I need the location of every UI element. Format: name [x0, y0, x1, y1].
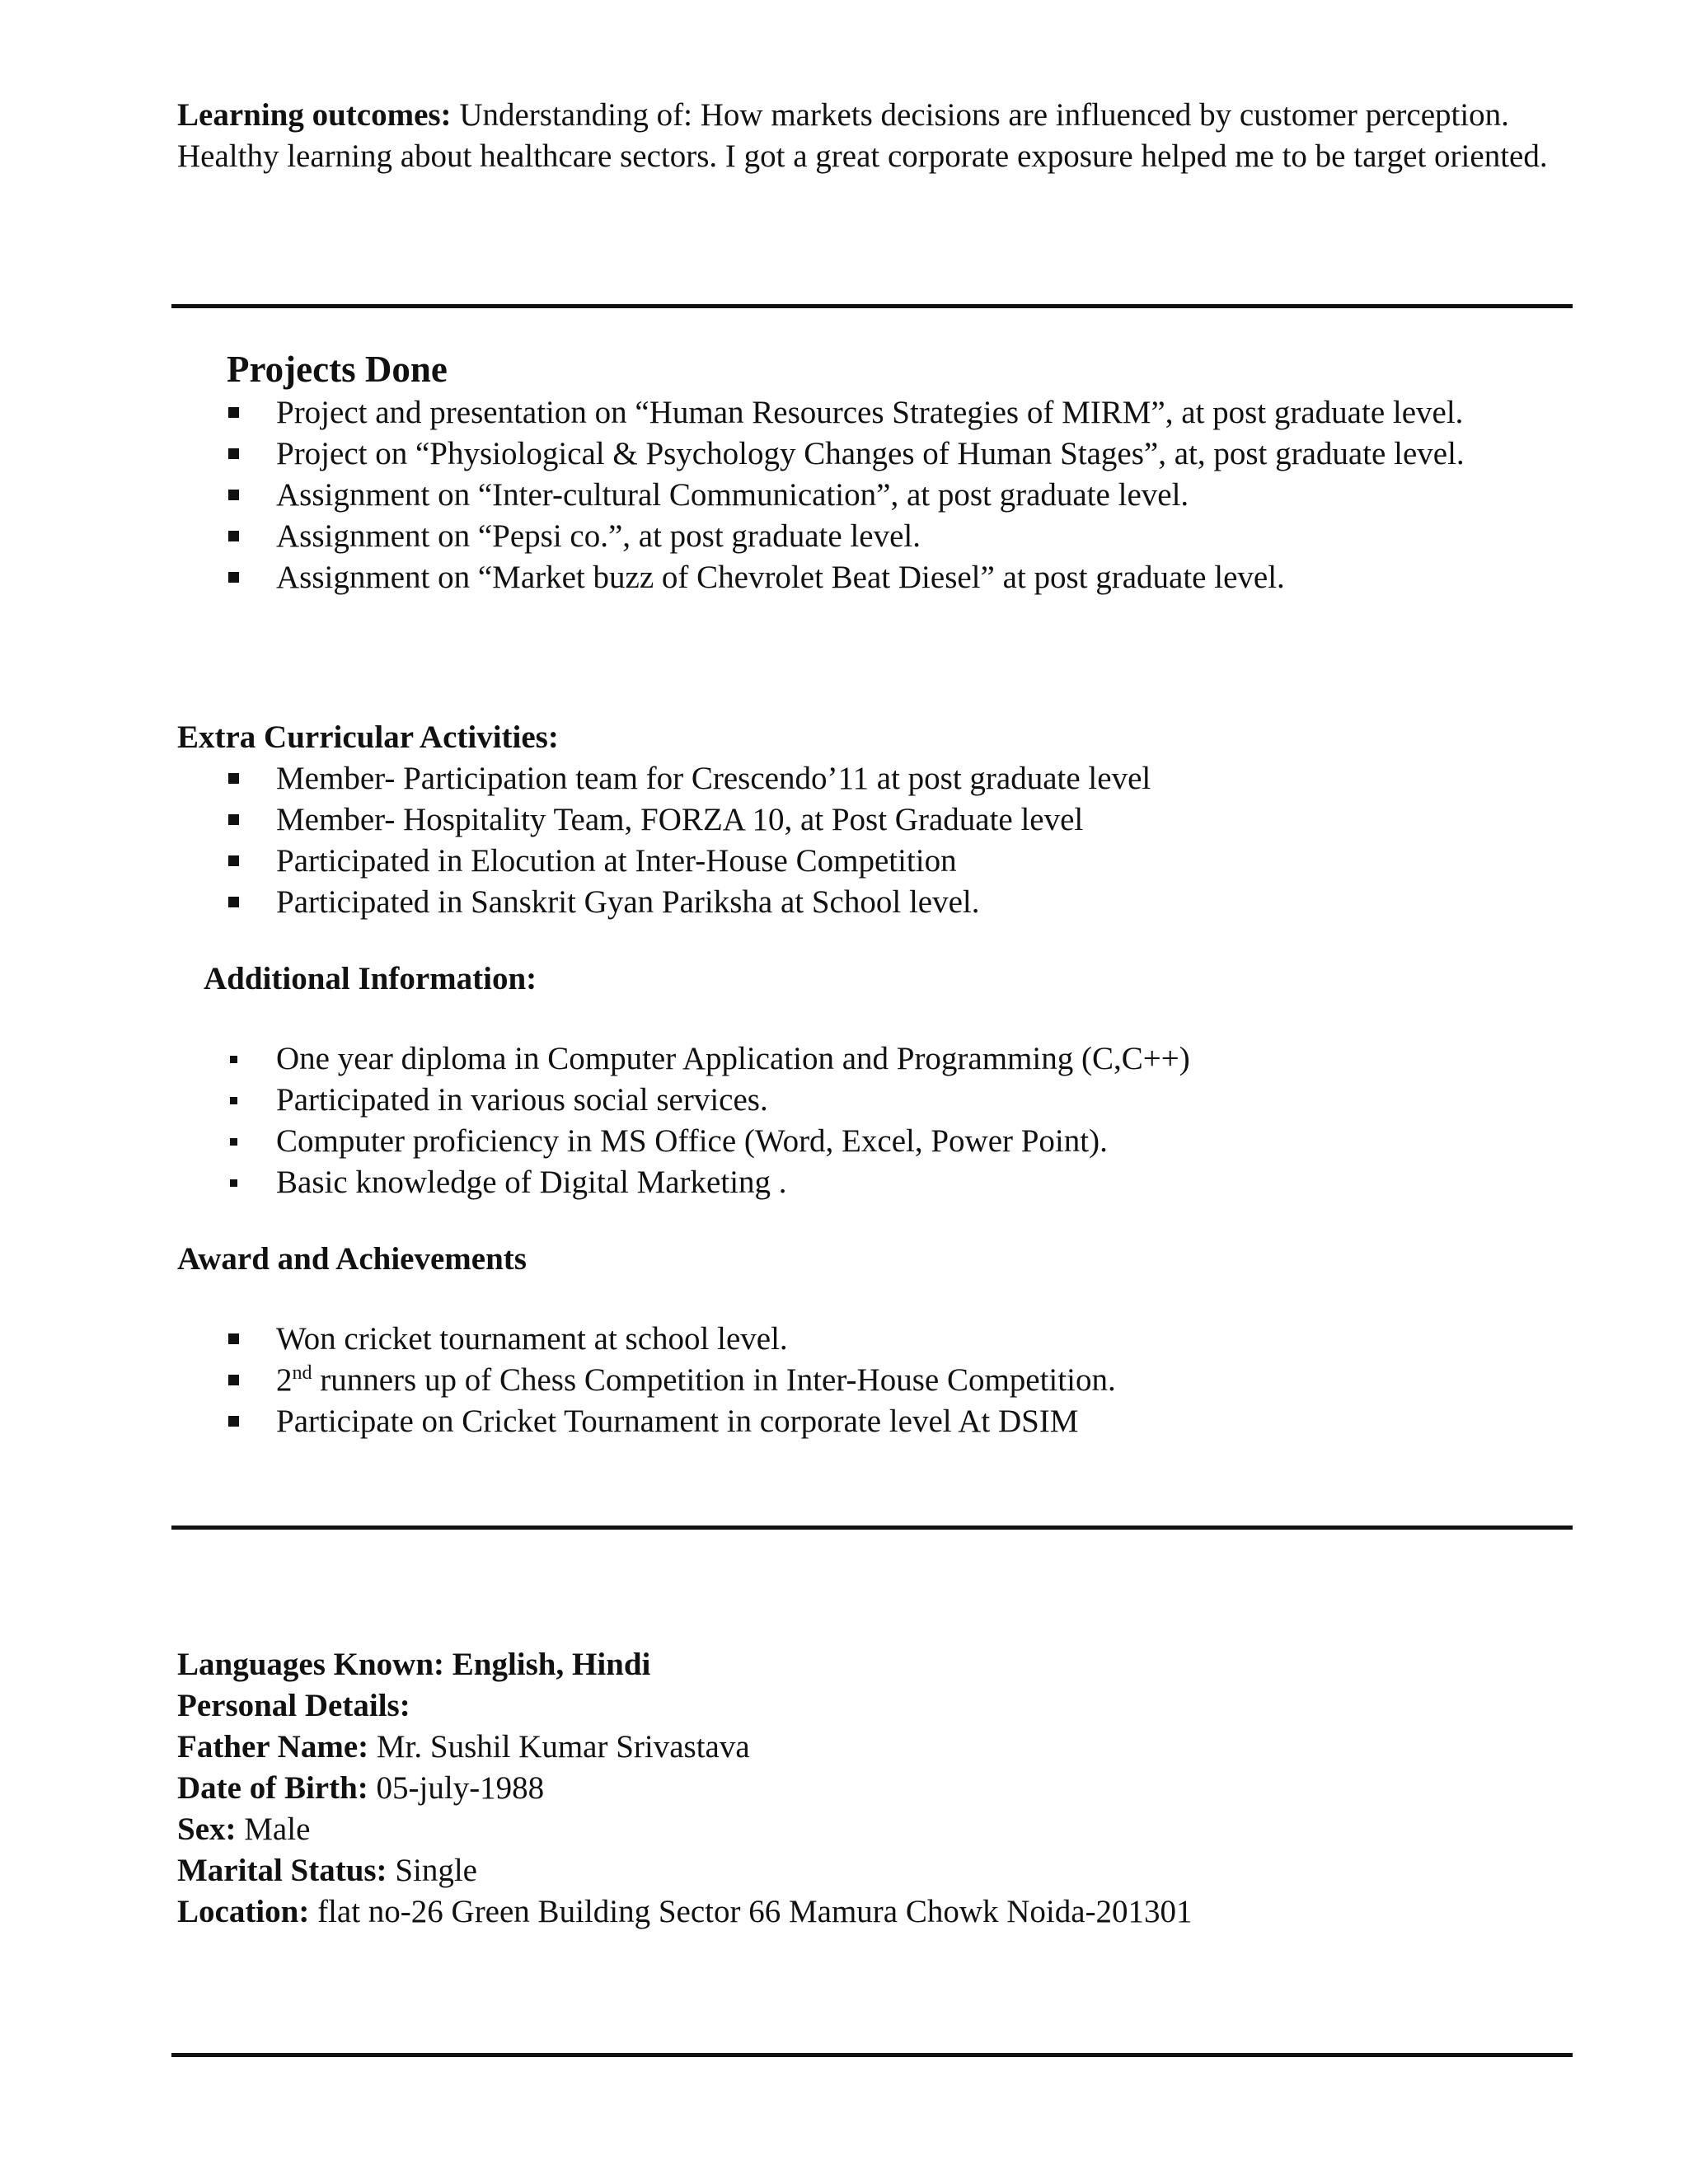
list-item: Participate on Cricket Tournament in corporate level At DSIM [177, 1401, 1562, 1442]
bullet-icon [228, 1375, 239, 1385]
extra-curricular-section [177, 717, 1562, 923]
languages-line: Languages Known: English, Hindi [177, 1647, 651, 1682]
bullet-icon [228, 1416, 239, 1427]
projects-section [177, 346, 1562, 598]
personal-details-section [177, 1644, 1562, 1933]
list-item: Member- Hospitality Team, FORZA 10, at Post Graduate level [177, 799, 1562, 841]
list-item: Computer proficiency in MS Office (Word, Excel, Power Point). [177, 1121, 1562, 1162]
list-item: One year diploma in Computer Application and Programming (C,C++) [177, 1038, 1562, 1080]
list-item: Participated in Sanskrit Gyan Pariksha at School level. [177, 882, 1562, 923]
learning-outcomes [177, 95, 1562, 177]
awards-title: Award and Achievements [177, 1241, 527, 1277]
list-item: Participated in Elocution at Inter-House Competition [177, 841, 1562, 882]
list-item: Won cricket tournament at school level. [177, 1319, 1562, 1360]
bullet-icon [228, 855, 239, 866]
learning-outcomes-text: Understanding of: How markets decisions are influenced by customer perception. Healthy learning about healthcare sectors. I got a great corporate exposure helped me to be target oriented. [177, 97, 1548, 174]
sex-line: Sex: Male [177, 1811, 311, 1847]
bullet-icon [230, 1179, 237, 1187]
extra-curricular-list [177, 758, 1562, 923]
list-item: Basic knowledge of Digital Marketing . [177, 1162, 1562, 1203]
bullet-icon [228, 531, 239, 541]
list-item: Member- Participation team for Crescendo’11 at post graduate level [177, 758, 1562, 799]
additional-info-section [177, 958, 1562, 1203]
bullet-icon [228, 407, 239, 418]
awards-list [177, 1319, 1562, 1442]
list-item: Assignment on “Market buzz of Chevrolet Beat Diesel” at post graduate level. [177, 557, 1562, 598]
list-item: Project on “Physiological & Psychology Changes of Human Stages”, at, post graduate level. [177, 434, 1562, 475]
additional-info-title: Additional Information: [204, 961, 537, 996]
bullet-icon [228, 448, 239, 459]
marital-status-line: Marital Status: Single [177, 1853, 477, 1888]
bullet-icon [230, 1138, 237, 1146]
learning-outcomes-label: Learning outcomes: [177, 97, 452, 133]
bullet-icon [228, 1333, 239, 1344]
bullet-icon [228, 490, 239, 500]
divider-1 [171, 304, 1573, 308]
list-item: Assignment on “Inter-cultural Communication”, at post graduate level. [177, 475, 1562, 516]
bullet-icon [230, 1056, 237, 1063]
bullet-icon [228, 814, 239, 825]
list-item: Participated in various social services. [177, 1080, 1562, 1121]
bullet-icon [230, 1097, 237, 1104]
location-line: Location: flat no-26 Green Building Sector 66 Mamura Chowk Noida-201301 [177, 1894, 1193, 1929]
bullet-icon [228, 897, 239, 907]
list-item: Assignment on “Pepsi co.”, at post graduate level. [177, 516, 1562, 557]
extra-curricular-title: Extra Curricular Activities: [177, 719, 559, 755]
bullet-icon [228, 572, 239, 583]
dob-line: Date of Birth: 05-july-1988 [177, 1770, 545, 1806]
divider-2 [171, 1526, 1573, 1530]
divider-3 [171, 2053, 1573, 2057]
bullet-icon [228, 773, 239, 784]
father-name-line: Father Name: Mr. Sushil Kumar Srivastava [177, 1729, 750, 1765]
list-item: Project and presentation on “Human Resources Strategies of MIRM”, at post graduate level. [177, 392, 1562, 434]
awards-section [177, 1239, 1562, 1442]
personal-details-heading: Personal Details: [177, 1688, 410, 1723]
projects-list [177, 392, 1562, 598]
projects-title: Projects Done [227, 349, 448, 390]
additional-info-list [177, 1038, 1562, 1203]
list-item: 2nd runners up of Chess Competition in Inter-House Competition. [177, 1360, 1562, 1401]
